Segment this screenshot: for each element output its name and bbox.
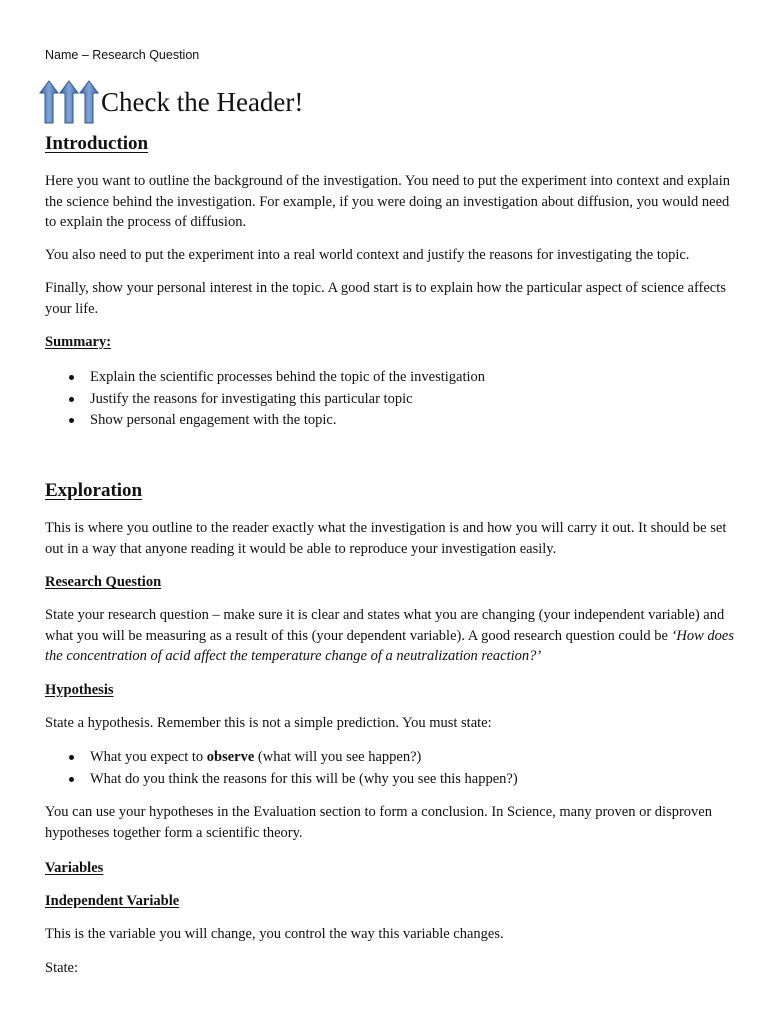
intro-paragraph-1: Here you want to outline the background of the investigation. You need to put the experiment into context and explain the science behind the investigation. For example, if you were doing an investigation about diffusion, you would need to explain the process of diffusion. xyxy=(45,173,730,230)
intro-paragraph-2: You also need to put the experiment into a real world context and justify the reasons for investigating the topic. xyxy=(45,247,690,263)
hypothesis-heading: Hypothesis xyxy=(45,682,114,698)
exploration-paragraph-1: This is where you outline to the reader exactly what the investigation is and how you will carry it out. It should be set out in a way that anyone reading it would be able to reproduce your investigation easily. xyxy=(45,520,727,557)
hypothesis-list xyxy=(45,747,518,790)
research-question-text: State your research question – make sure it is clear and states what you are changing (your independent variable) and what you will be measuring as a result of this (your dependent variable). A good research question could be xyxy=(45,607,725,644)
introduction-heading: Introduction xyxy=(45,133,149,154)
list-item: Show personal engagement with the topic. xyxy=(45,410,485,432)
state-label: State: xyxy=(45,960,79,976)
summary-list xyxy=(45,367,485,432)
hyp-item-bold: observe xyxy=(206,749,255,765)
summary-heading: Summary: xyxy=(45,334,112,350)
research-question-heading: Research Question xyxy=(45,574,162,590)
hypothesis-paragraph-2: You can use your hypotheses in the Evaluation section to form a conclusion. In Science, many proven or disproven hypotheses together form a scientific theory. xyxy=(45,804,712,841)
check-header-title: Check the Header! xyxy=(101,86,304,117)
exploration-heading: Exploration xyxy=(45,480,143,501)
list-item: What do you think the reasons for this will be (why you see this happen?) xyxy=(45,769,518,791)
research-question-paragraph xyxy=(45,605,735,667)
independent-variable-heading: Independent Variable xyxy=(45,893,180,909)
intro-paragraph-3: Finally, show your personal interest in the topic. A good start is to explain how the particular aspect of science affects your life. xyxy=(45,280,726,317)
name-research-question-line: Name – Research Question xyxy=(45,48,200,62)
independent-variable-paragraph: This is the variable you will change, you control the way this variable changes. xyxy=(45,926,504,942)
hyp-item-text-end: (what will you see happen?) xyxy=(254,749,422,765)
hyp-item-text: What you expect to xyxy=(90,749,207,765)
list-item: Justify the reasons for investigating this particular topic xyxy=(45,389,485,411)
list-item: Explain the scientific processes behind the topic of the investigation xyxy=(45,367,485,389)
list-item xyxy=(45,747,518,769)
variables-heading: Variables xyxy=(45,860,104,876)
research-question-example: ‘How does the concentration of acid affect the temperature change of a neutralization reaction?’ xyxy=(45,627,734,664)
up-arrows-group xyxy=(39,80,99,124)
hypothesis-paragraph: State a hypothesis. Remember this is not a simple prediction. You must state: xyxy=(45,715,492,731)
check-header-banner xyxy=(39,80,303,124)
up-arrow-icon xyxy=(39,80,99,124)
